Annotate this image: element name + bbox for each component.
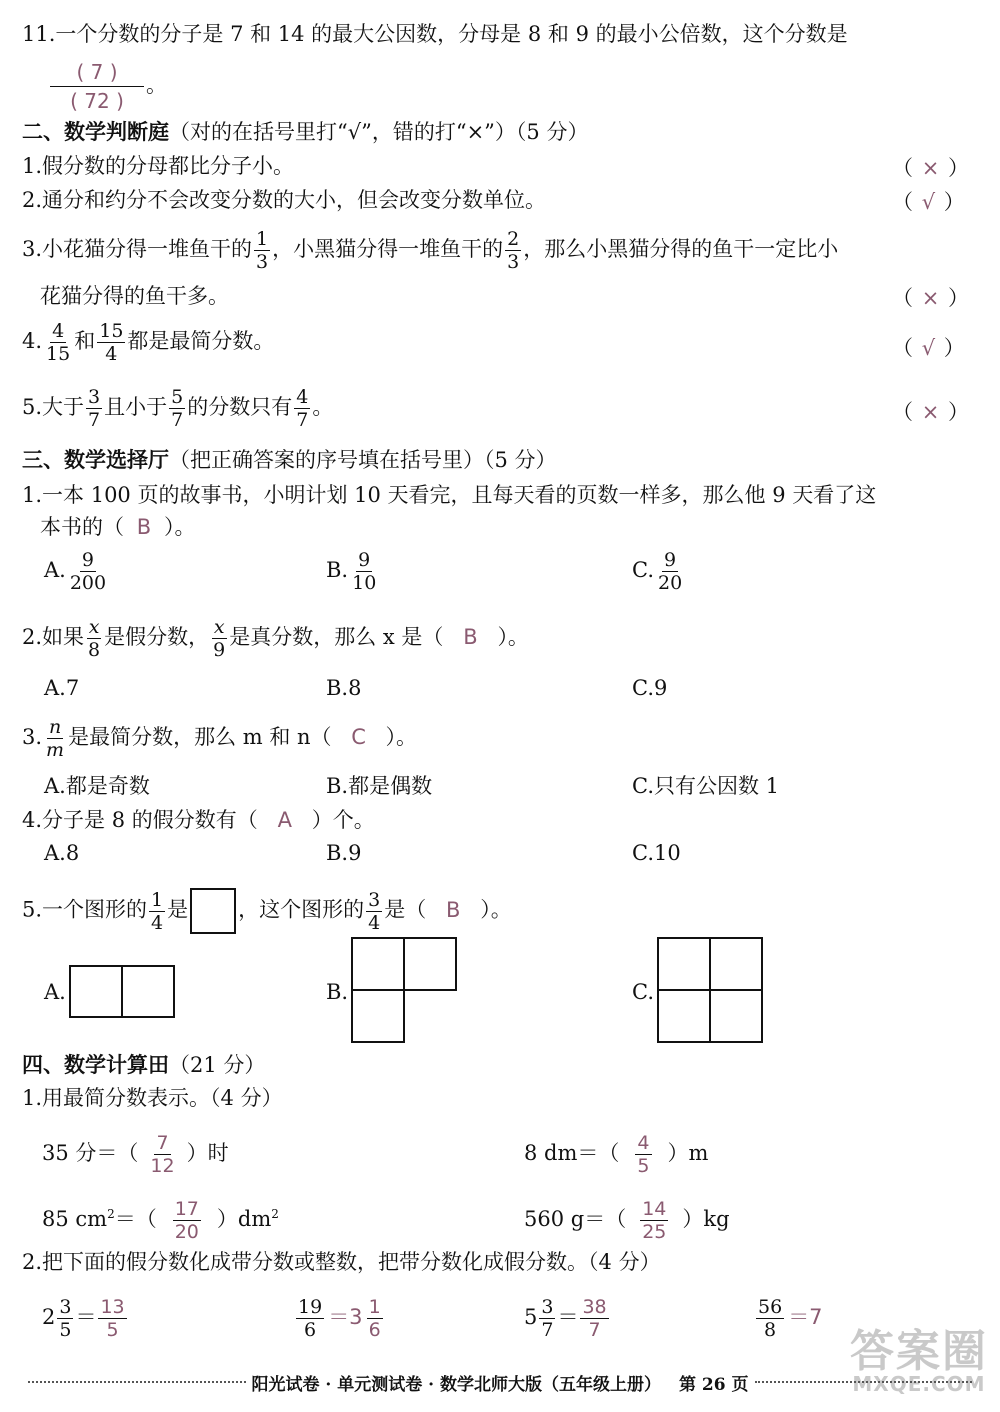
judgement-item-2 (22, 186, 546, 214)
option-b (326, 549, 380, 594)
section-heading-4 (22, 1051, 265, 1079)
answer-fraction: $\frac{13}{5}$ (100, 1296, 125, 1341)
section-note: （对的在括号里打“√”，错的打“×”）（5 分） (169, 120, 589, 144)
conversion-text: ＝（ (114, 1207, 157, 1231)
exponent: 2 (271, 1207, 279, 1221)
judgement-item-3-cont (22, 282, 229, 310)
answer-fraction: $\frac{( 7 )}{( 72 )}$ 。 (48, 58, 167, 115)
fraction: $\frac{3}{7}$ (88, 386, 101, 431)
answer-mark: × (921, 400, 940, 424)
mixed-conversion-1 (42, 1296, 129, 1341)
sentence-end: 。 (146, 73, 167, 97)
fraction: $\frac{1}{4}$ (151, 888, 164, 934)
fraction: $\frac{3}{5}$ (59, 1296, 72, 1341)
fraction: $\frac{4}{15}$ (46, 320, 71, 365)
option-c: C.9 (632, 676, 668, 700)
fraction: $\frac{n}{m}$ (46, 716, 65, 761)
item-text: 。 (312, 395, 334, 419)
item-text: 的分数只有 (187, 395, 293, 419)
question-text: 1.用最简分数表示。（4 分） (22, 1086, 283, 1110)
question-text: 2.如果 (22, 625, 85, 649)
option-a (44, 549, 110, 594)
section-title: 三、数学选择厅 (22, 447, 169, 472)
judgement-mark-4: （ √ ） (892, 336, 965, 360)
question-11 (22, 20, 848, 48)
question-text: 是假分数， (104, 625, 210, 649)
equals: ＝ (557, 1305, 579, 1329)
question-text: 11.一个分数的分子是 7 和 14 的最大公因数，分母是 8 和 9 的最小公倍数，这个分数是 (22, 22, 848, 46)
footer-title: 阳光试卷 · 单元测试卷 · 数学北师大版（五年级上册） (251, 1374, 662, 1395)
answer-fraction: $\frac{14}{25}$ (642, 1198, 667, 1243)
fraction: $\frac{1}{3}$ (256, 228, 269, 273)
answer-mark: √ (921, 336, 936, 360)
item-text: 且小于 (104, 395, 168, 419)
whole-number: 2 (42, 1305, 56, 1329)
option-a: A.7 (44, 676, 80, 700)
answer-fraction: $\frac{7}{12}$ (150, 1132, 175, 1177)
choice-q2 (22, 616, 529, 661)
question-text: 是真分数，那么 x 是（ (229, 625, 444, 649)
section-title: 二、数学判断庭 (22, 119, 169, 144)
conversion-4 (524, 1198, 730, 1243)
answer-fraction: $\frac{38}{7}$ (582, 1296, 607, 1341)
judgement-item-4 (22, 320, 274, 365)
question-text: 2.把下面的假分数化成带分数或整数，把带分数化成假分数。（4 分） (22, 1250, 661, 1274)
question-text: 3. (22, 725, 43, 749)
mixed-conversion-3 (524, 1296, 611, 1341)
section-note: （把正确答案的序号填在括号里）（5 分） (169, 448, 557, 472)
choice-q1-cont (22, 513, 196, 541)
fraction: $\frac{3}{7}$ (541, 1296, 554, 1341)
judgement-mark-2: （ √ ） (892, 190, 965, 214)
item-text: ，那么小黑猫分得的鱼干一定比小 (523, 237, 839, 261)
conversion-text: ）kg (682, 1207, 730, 1231)
answer-denominator: 72 (84, 89, 110, 113)
question-text: 是 (167, 897, 189, 922)
judgement-mark-3: （ × ） (892, 286, 969, 310)
answer-letter: B (446, 897, 461, 922)
item-text: ，小黑猫分得一堆鱼干的 (272, 237, 504, 261)
question-text: 4.分子是 8 的假分数有（ (22, 808, 258, 832)
answer-fraction: $\frac{1}{6}$ (368, 1296, 381, 1341)
item-text: 2.通分和约分不会改变分数的大小，但会改变分数单位。 (22, 188, 547, 212)
question-text: 本书的（ (40, 515, 124, 539)
footer-divider (755, 1381, 973, 1383)
calc-q1-title (22, 1084, 283, 1112)
mixed-conversion-4 (754, 1296, 825, 1341)
answer-mark: √ (921, 190, 936, 214)
conversion-text: 35 分＝（ (42, 1141, 139, 1165)
answer-letter: B (463, 625, 478, 649)
answer-fraction: $\frac{4}{5}$ (637, 1132, 650, 1177)
answer-whole: ＝7 (788, 1305, 823, 1329)
fraction: $\frac{x}{9}$ (213, 616, 226, 661)
page-footer (22, 1370, 978, 1394)
item-text: 3.小花猫分得一堆鱼干的 (22, 237, 253, 261)
answer-whole: ＝3 (328, 1305, 363, 1329)
conversion-1 (42, 1132, 229, 1177)
judgement-item-3 (22, 228, 838, 273)
item-text: 和 (74, 329, 96, 353)
watermark-logo: 答案圈 MXQE.COM (850, 1326, 988, 1396)
judgement-item-1 (22, 152, 294, 180)
answer-mark: × (921, 156, 940, 180)
question-text: ，这个图形的 (238, 897, 365, 922)
option-b: B.8 (326, 676, 362, 700)
fraction: $\frac{5}{7}$ (171, 386, 184, 431)
section-heading-3 (22, 446, 557, 474)
fraction: $\frac{56}{8}$ (758, 1296, 783, 1341)
exponent: 2 (107, 1207, 115, 1221)
answer-letter: C (351, 725, 366, 749)
question-text: ）。 (164, 515, 196, 539)
unit-square (190, 888, 236, 934)
question-text: 1.一本 100 页的故事书，小明计划 10 天看完，且每天看的页数一样多，那么他 9 天看了这 (22, 483, 877, 507)
section-note: （21 分） (169, 1053, 266, 1077)
option-a: A.8 (44, 841, 80, 865)
question-text: ）。 (385, 725, 418, 749)
fraction: $\frac{19}{6}$ (298, 1296, 323, 1341)
equals: ＝ (75, 1305, 97, 1329)
conversion-text: ）时 (186, 1141, 229, 1165)
item-text: 1.假分数的分母都比分子小。 (22, 154, 295, 178)
judgement-item-5 (22, 386, 333, 431)
answer-numerator: 7 (90, 60, 104, 84)
option-c: C.只有公因数 1 (632, 774, 780, 798)
section-heading-2 (22, 118, 588, 146)
item-text: 4. (22, 329, 43, 353)
option-label: C. (632, 558, 654, 582)
option-a: A.都是奇数 (44, 774, 150, 798)
option-b: B.都是偶数 (326, 774, 433, 798)
judgement-mark-5: （ × ） (892, 400, 969, 424)
option-a-label: A. (44, 980, 66, 1004)
calc-q2-title (22, 1248, 661, 1276)
answer-letter: A (277, 808, 292, 832)
conversion-text: 85 cm (42, 1207, 108, 1231)
answer-letter: B (136, 515, 152, 539)
item-text: 都是最简分数。 (127, 329, 275, 353)
choice-q4 (22, 806, 375, 834)
question-text: ）。 (480, 897, 512, 922)
item-text: 花猫分得的鱼干多。 (40, 284, 229, 308)
option-label: A. (44, 558, 66, 582)
mixed-conversion-2 (294, 1296, 385, 1341)
option-c-label: C. (632, 980, 654, 1004)
conversion-text: 8 dm＝（ (524, 1141, 620, 1165)
judgement-mark-1: （ × ） (892, 156, 969, 180)
choice-q3 (22, 716, 417, 761)
question-text: ）。 (497, 625, 529, 649)
conversion-2 (524, 1132, 708, 1177)
option-c: C.10 (632, 841, 681, 865)
question-text: 是最简分数，那么 m 和 n（ (68, 725, 332, 749)
question-text: 是（ (384, 897, 427, 922)
option-b: B.9 (326, 841, 362, 865)
conversion-text: ）m (667, 1141, 709, 1165)
conversion-text: 560 g＝（ (524, 1207, 627, 1231)
footer-divider (28, 1381, 246, 1383)
whole-number: 5 (524, 1305, 538, 1329)
option-c (632, 549, 686, 594)
option-label: B. (326, 558, 349, 582)
fraction: $\frac{15}{4}$ (99, 320, 124, 365)
fraction: $\frac{2}{3}$ (507, 228, 520, 273)
fraction: $\frac{4}{7}$ (296, 386, 309, 431)
fraction: $\frac{9}{20}$ (658, 549, 683, 594)
option-b-label: B. (326, 980, 349, 1004)
conversion-3 (42, 1198, 279, 1243)
page-number: 第 26 页 (679, 1374, 749, 1395)
item-text: 5.大于 (22, 395, 85, 419)
question-text: 5.一个图形的 (22, 897, 148, 922)
fraction: $\frac{9}{200}$ (69, 549, 107, 594)
fraction: $\frac{3}{4}$ (368, 888, 381, 934)
answer-fraction: $\frac{17}{20}$ (174, 1198, 199, 1243)
conversion-text: ）dm (216, 1207, 272, 1231)
choice-q5 (22, 888, 512, 934)
fraction: $\frac{9}{10}$ (352, 549, 377, 594)
section-title: 四、数学计算田 (22, 1052, 169, 1077)
question-text: ）个。 (311, 808, 375, 832)
answer-mark: × (921, 286, 940, 310)
choice-q1 (22, 481, 876, 509)
fraction: $\frac{x}{8}$ (88, 616, 101, 661)
